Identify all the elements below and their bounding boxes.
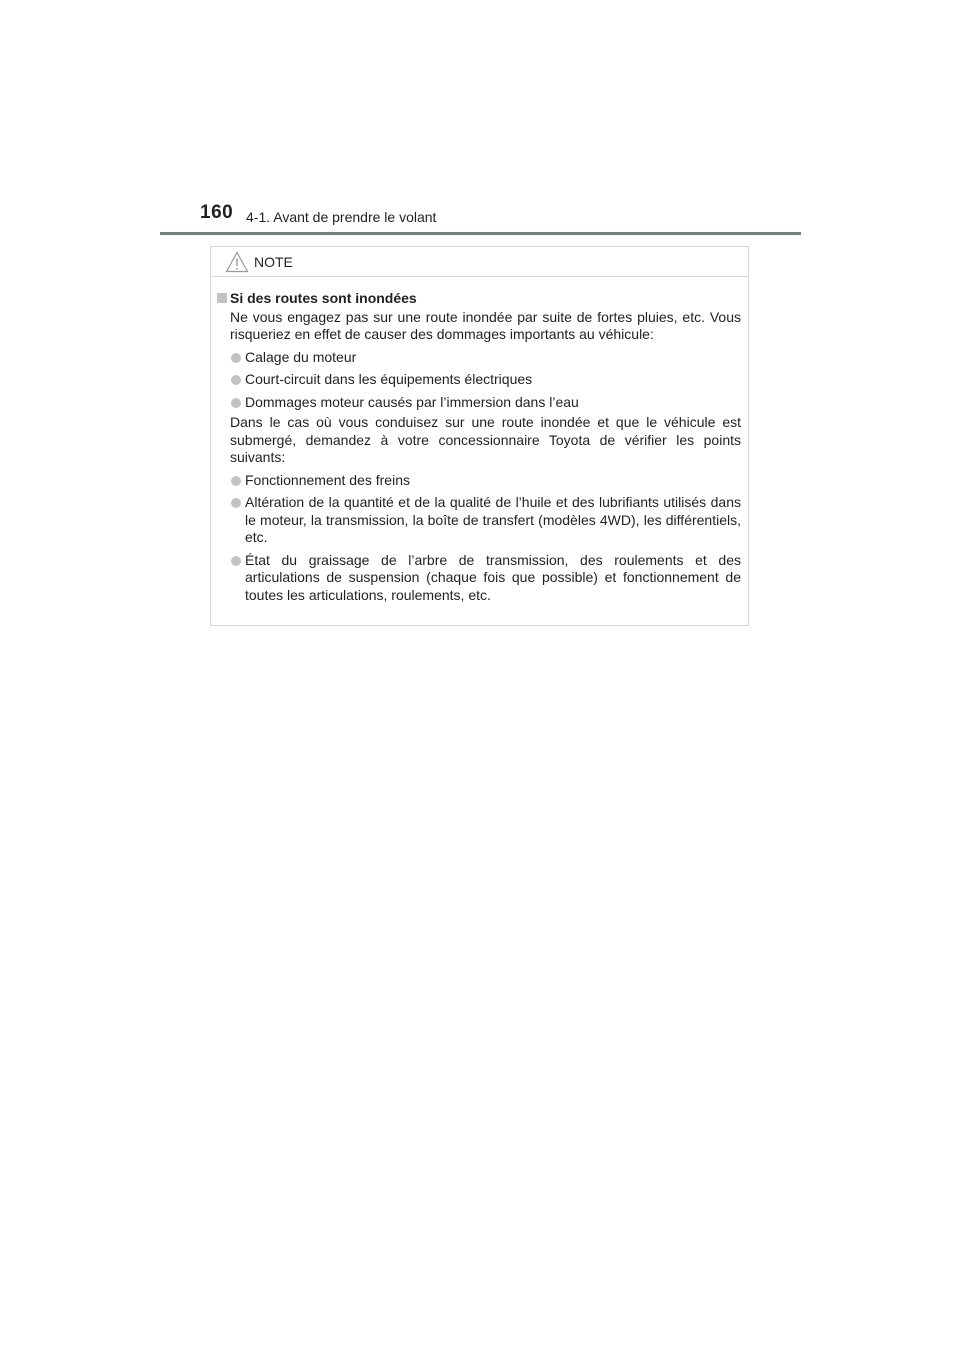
note-header	[211, 247, 748, 277]
list-item	[230, 371, 741, 389]
list-item	[230, 349, 741, 367]
warning-icon	[225, 251, 249, 273]
list-item-text: Court-circuit dans les équipements électriques	[245, 371, 533, 387]
note-label: NOTE	[254, 254, 293, 270]
list-item-text: Altération de la quantité et de la qualité de l’huile et des lubrifiants utilisés dans le moteur, la transmission, la boîte de transfert (modèles 4WD), les différentiels, etc.	[245, 494, 741, 545]
note-heading: Si des routes sont inondées	[230, 290, 417, 306]
list-item	[230, 394, 741, 412]
note-heading-row	[217, 290, 741, 308]
list-item-text: État du graissage de l’arbre de transmission, des roulements et des articulations de suspension (chaque fois que possible) et fonctionnement de toutes les articulations, roulements, etc.	[245, 551, 741, 603]
list-item-text: Fonctionnement des freins	[245, 471, 410, 488]
square-bullet-icon	[217, 293, 227, 303]
bullet-icon	[231, 398, 241, 408]
bullet-icon	[231, 375, 241, 385]
bullet-icon	[231, 476, 241, 486]
check-paragraph: Dans le cas où vous conduisez sur une route inondée et que le véhicule est submergé, demandez à votre concessionnaire Toyota de vérifier les points suivants:	[230, 414, 741, 465]
list-item	[230, 472, 741, 490]
list-item-text: Dommages moteur causés par l’immersion dans l’eau	[245, 393, 579, 410]
note-body	[211, 277, 748, 604]
list-item	[230, 552, 741, 605]
page-number: 160	[200, 202, 234, 223]
bullet-icon	[231, 556, 241, 566]
section-title: 4-1. Avant de prendre le volant	[246, 209, 437, 225]
bullet-icon	[231, 498, 241, 508]
note-box	[210, 246, 749, 626]
list-item-text: Calage du moteur	[245, 348, 357, 365]
intro-paragraph: Ne vous engagez pas sur une route inondée par suite de fortes pluies, etc. Vous risqueriez en effet de causer des dommages importants au véhicule:	[230, 308, 741, 342]
bullet-icon	[231, 353, 241, 363]
header-rule	[160, 232, 801, 235]
list-item	[230, 494, 741, 547]
